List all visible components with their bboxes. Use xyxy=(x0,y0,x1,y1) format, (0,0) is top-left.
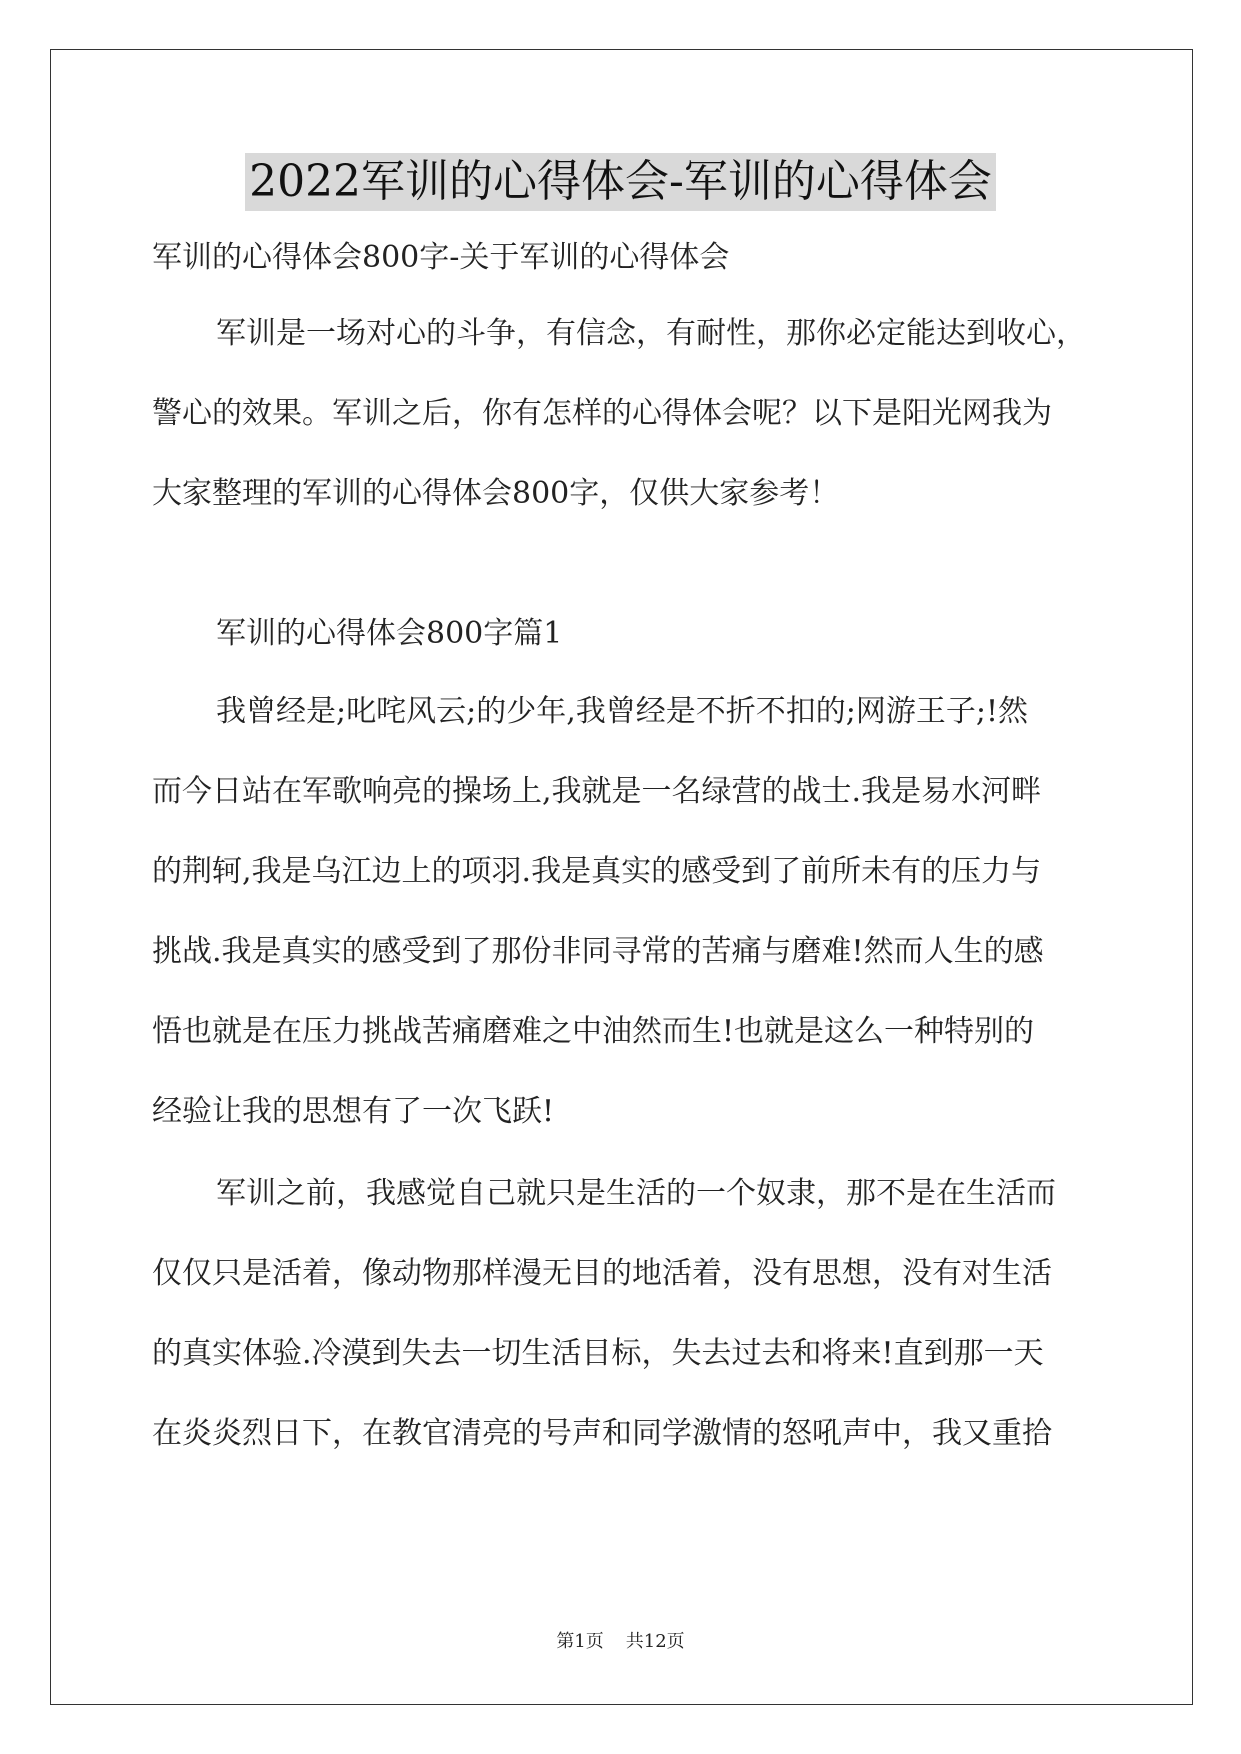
paragraph-line: 我曾经是;叱咤风云;的少年,我曾经是不折不扣的;网游王子;!然 xyxy=(216,694,1029,729)
document-subtitle: 军训的心得体会800字-关于军训的心得体会 xyxy=(152,240,730,275)
page-number: 第1页 xyxy=(556,1631,604,1652)
paragraph-line: 警心的效果。军训之后，你有怎样的心得体会呢？以下是阳光网我为 xyxy=(152,396,1052,431)
paragraph-line: 的荆轲,我是乌江边上的项羽.我是真实的感受到了前所未有的压力与 xyxy=(152,854,1042,889)
page-footer xyxy=(0,1630,1241,1654)
title-container xyxy=(0,153,1241,211)
paragraph-line: 挑战.我是真实的感受到了那份非同寻常的苦痛与磨难!然而人生的感 xyxy=(152,934,1044,969)
paragraph-line: 在炎炎烈日下，在教官清亮的号声和同学激情的怒吼声中，我又重拾 xyxy=(152,1416,1052,1451)
paragraph-line: 悟也就是在压力挑战苦痛磨难之中油然而生!也就是这么一种特别的 xyxy=(152,1014,1035,1049)
page-total: 共12页 xyxy=(625,1631,685,1652)
paragraph-line: 仅仅只是活着，像动物那样漫无目的地活着，没有思想，没有对生活 xyxy=(152,1256,1052,1291)
paragraph-line: 军训之前，我感觉自己就只是生活的一个奴隶，那不是在生活而 xyxy=(216,1176,1056,1211)
paragraph-line: 而今日站在军歌响亮的操场上,我就是一名绿营的战士.我是易水河畔 xyxy=(152,774,1042,809)
paragraph-line: 的真实体验.冷漠到失去一切生活目标，失去过去和将来!直到那一天 xyxy=(152,1336,1044,1371)
section-heading: 军训的心得体会800字篇1 xyxy=(216,616,563,651)
paragraph-line: 经验让我的思想有了一次飞跃! xyxy=(152,1094,555,1129)
paragraph-line: 大家整理的军训的心得体会800字，仅供大家参考！ xyxy=(152,476,840,511)
document-title: 2022军训的心得体会-军训的心得体会 xyxy=(245,153,996,211)
paragraph-line: 军训是一场对心的斗争，有信念，有耐性，那你必定能达到收心， xyxy=(216,316,1086,351)
